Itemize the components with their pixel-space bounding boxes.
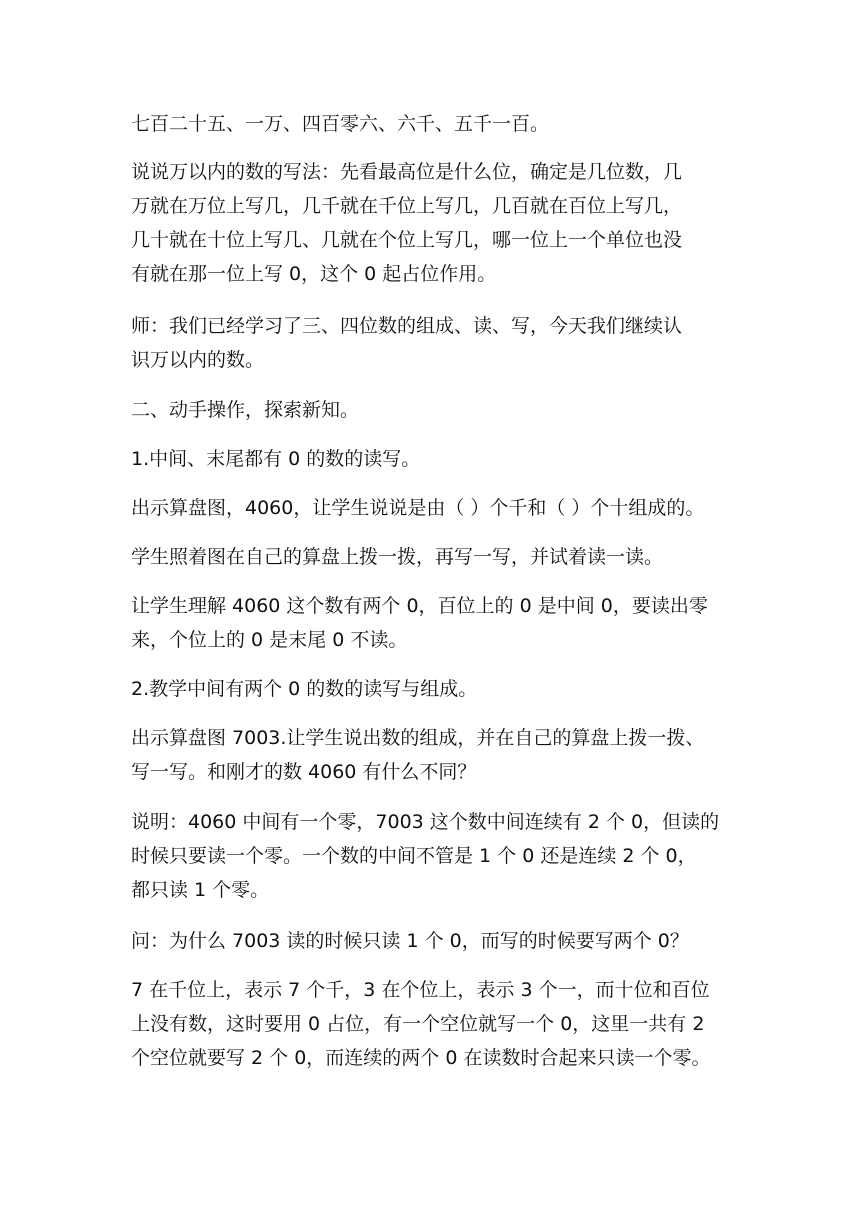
paragraph-6 [131, 589, 751, 657]
text-line: 识万以内的数。 [131, 349, 265, 371]
paragraph-7 [131, 721, 751, 789]
text-line: 上没有数，这时要用 0 占位，有一个空位就写一个 0，这里一共有 2 [131, 1013, 705, 1035]
paragraph-9 [131, 924, 751, 958]
subsection-heading-2 [131, 672, 751, 706]
section-heading [131, 393, 751, 427]
paragraph-4 [131, 491, 751, 525]
paragraph-5 [131, 540, 751, 574]
text-line: 都只读 1 个零。 [131, 879, 270, 901]
text-line: 7 在千位上，表示 7 个千，3 在个位上，表示 3 个一，而十位和百位 [131, 979, 710, 1001]
text-line: 来，个位上的 0 是末尾 0 不读。 [131, 629, 408, 651]
text-line: 有就在那一位上写 0，这个 0 起占位作用。 [131, 263, 497, 285]
text-line: 出示算盘图，4060，让学生说说是由（ ）个千和（ ）个十组成的。 [131, 497, 705, 519]
text-line: 个空位就要写 2 个 0，而连续的两个 0 在读数时合起来只读一个零。 [131, 1047, 711, 1069]
text-line: 学生照着图在自己的算盘上拨一拨，再写一写，并试着读一读。 [131, 546, 664, 568]
text-line: 师：我们已经学习了三、四位数的组成、读、写，今天我们继续认 [131, 315, 683, 337]
paragraph-2 [131, 155, 751, 291]
text-line: 说明：4060 中间有一个零，7003 这个数中间连续有 2 个 0，但读的 [131, 811, 720, 833]
text-line: 写一写。和刚才的数 4060 有什么不同？ [131, 761, 477, 783]
paragraph-1 [131, 107, 751, 141]
text-line: 二、动手操作，探索新知。 [131, 399, 360, 421]
text-line: 让学生理解 4060 这个数有两个 0，百位上的 0 是中间 0，要读出零 [131, 595, 708, 617]
text-line: 万就在万位上写几，几千就在千位上写几，几百就在百位上写几， [131, 195, 683, 217]
text-line: 时候只要读一个零。一个数的中间不管是 1 个 0 还是连续 2 个 0， [131, 845, 697, 867]
text-line: 说说万以内的数的写法：先看最高位是什么位，确定是几位数，几 [131, 161, 683, 183]
paragraph-3 [131, 309, 751, 377]
subsection-heading-1 [131, 442, 751, 476]
paragraph-10 [131, 973, 751, 1075]
paragraph-8 [131, 805, 751, 907]
text-line: 2.教学中间有两个 0 的数的读写与组成。 [131, 678, 478, 700]
text-line: 几十就在十位上写几、几就在个位上写几，哪一位上一个单位也没 [131, 229, 683, 251]
text-line: 出示算盘图 7003.让学生说出数的组成，并在自己的算盘上拨一拨、 [131, 727, 705, 749]
text-line: 1.中间、末尾都有 0 的数的读写。 [131, 448, 421, 470]
text-line: 七百二十五、一万、四百零六、六千、五千一百。 [131, 113, 550, 135]
text-line: 问：为什么 7003 读的时候只读 1 个 0，而写的时候要写两个 0？ [131, 930, 689, 952]
